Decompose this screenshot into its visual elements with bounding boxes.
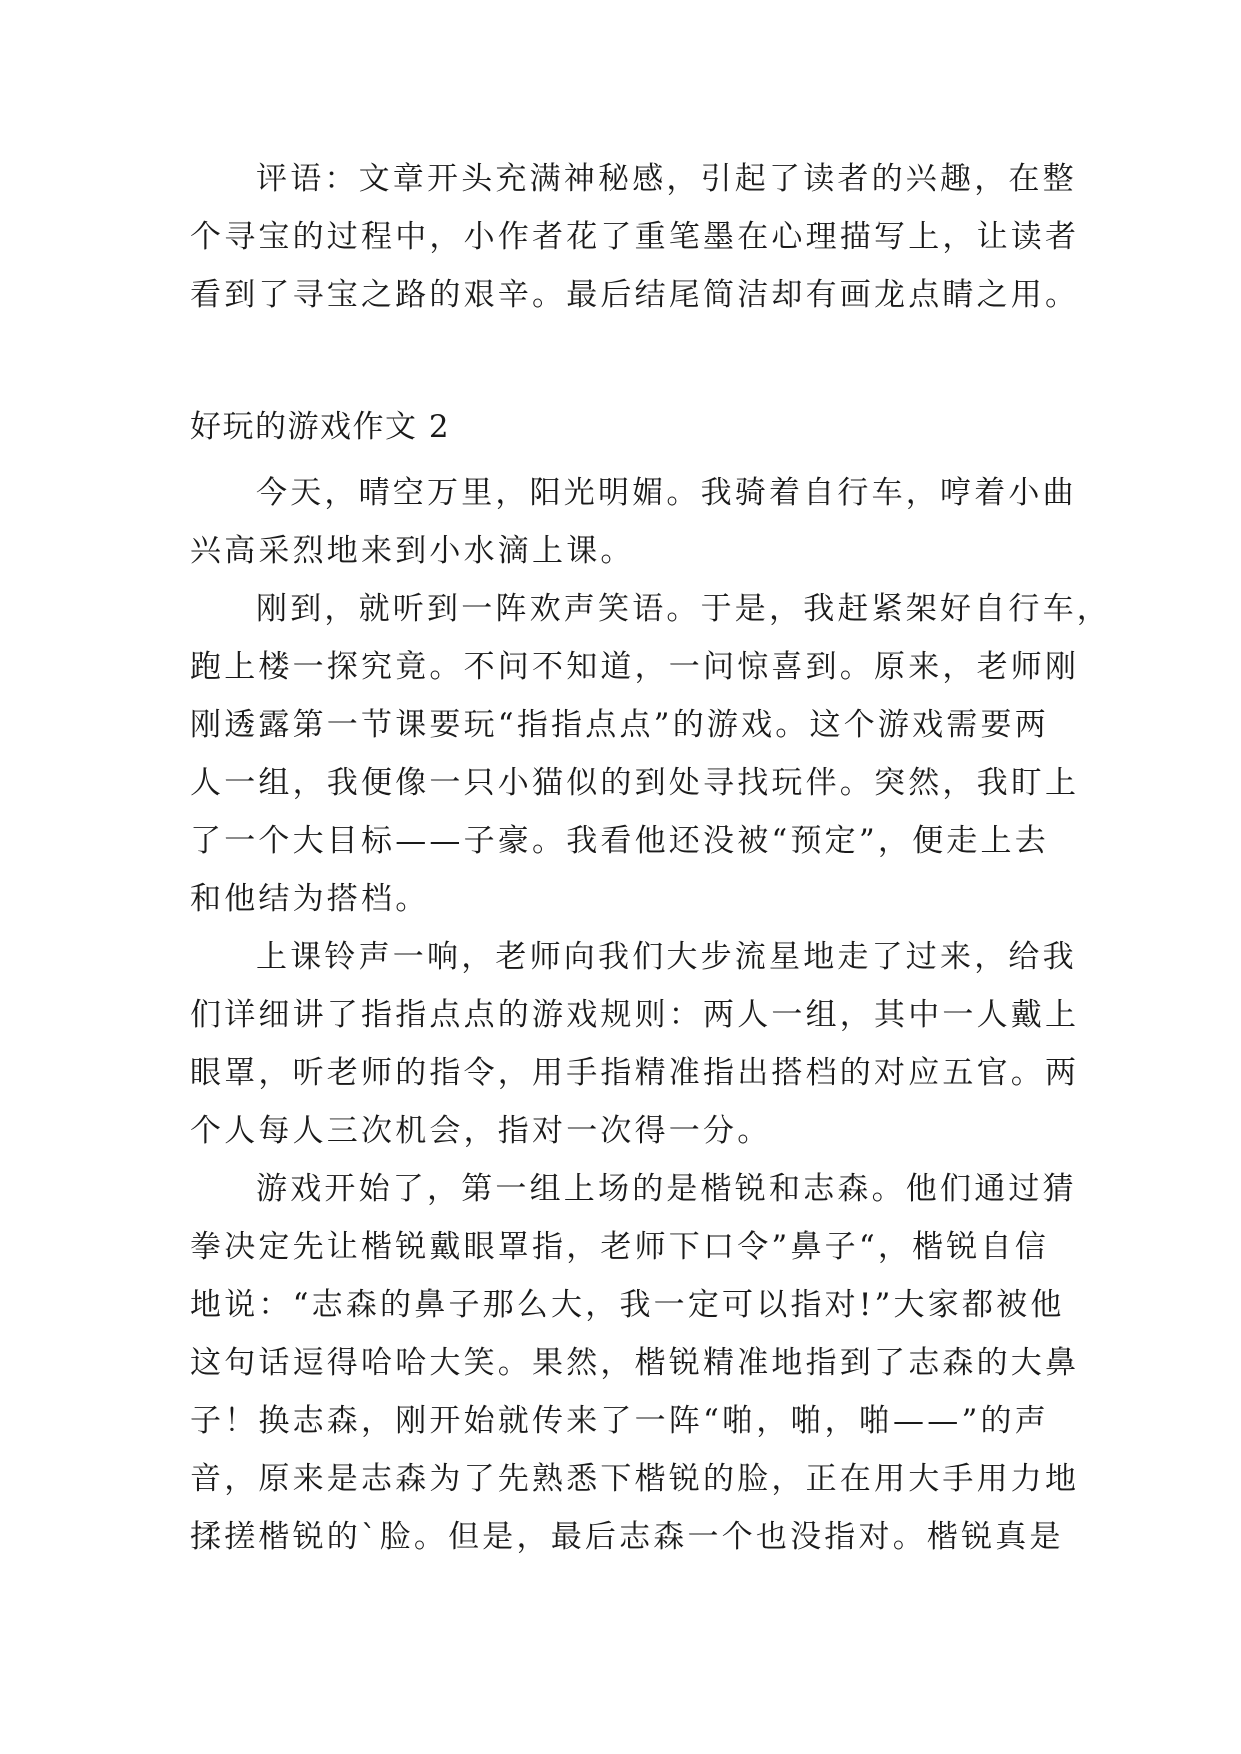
paragraph-line: 这句话逗得哈哈大笑。果然，楷锐精准地指到了志森的大鼻 [190, 1345, 1080, 1381]
paragraph-line: 子！换志森，刚开始就传来了一阵“啪，啪，啪——”的声 [190, 1403, 1049, 1439]
paragraph-line: 眼罩，听老师的指令，用手指精准指出搭档的对应五官。两 [190, 1055, 1080, 1091]
paragraph-line: 上课铃声一响，老师向我们大步流星地走了过来，给我 [256, 939, 1077, 975]
paragraph-line: 今天，晴空万里，阳光明媚。我骑着自行车，哼着小曲 [256, 475, 1077, 511]
paragraph-1 [190, 464, 1077, 580]
essay-title: 好玩的游戏作文 2 [190, 409, 451, 445]
paragraph-line: 个人每人三次机会，指对一次得一分。 [190, 1113, 772, 1149]
paragraph-line: 兴高采烈地来到小水滴上课。 [190, 533, 635, 569]
paragraph-line: 拳决定先让楷锐戴眼罩指，老师下口令”鼻子“，楷锐自信 [190, 1229, 1049, 1265]
comment-line: 看到了寻宝之路的艰辛。最后结尾简洁却有画龙点睛之用。 [190, 277, 1080, 313]
paragraph-line: 人一组，我便像一只小猫似的到处寻找玩伴。突然，我盯上 [190, 765, 1080, 801]
document-page [190, 150, 1111, 1566]
paragraph-line: 跑上楼一探究竟。不问不知道，一问惊喜到。原来，老师刚 [190, 649, 1080, 685]
comment-paragraph [190, 150, 1080, 324]
paragraph-line: 了一个大目标——子豪。我看他还没被“预定”，便走上去 [190, 823, 1049, 859]
paragraph-line: 地说：“志森的鼻子那么大，我一定可以指对!”大家都被他 [190, 1287, 1065, 1323]
paragraph-line: 刚到，就听到一阵欢声笑语。于是，我赶紧架好自行车， [256, 591, 1111, 627]
paragraph-line: 们详细讲了指指点点的游戏规则：两人一组，其中一人戴上 [190, 997, 1080, 1033]
paragraph-line: 揉搓楷锐的`脸。但是，最后志森一个也没指对。楷锐真是 [190, 1519, 1064, 1555]
paragraph-line: 刚透露第一节课要玩“指指点点”的游戏。这个游戏需要两 [190, 707, 1049, 743]
paragraph-line: 音，原来是志森为了先熟悉下楷锐的脸，正在用大手用力地 [190, 1461, 1080, 1497]
paragraph-line: 游戏开始了，第一组上场的是楷锐和志森。他们通过猜 [256, 1171, 1077, 1207]
paragraph-3 [190, 928, 1080, 1160]
comment-line: 评语：文章开头充满神秘感，引起了读者的兴趣，在整 [256, 161, 1077, 197]
paragraph-2 [190, 580, 1111, 928]
comment-line: 个寻宝的过程中，小作者花了重笔墨在心理描写上，让读者 [190, 219, 1080, 255]
paragraph-4 [190, 1160, 1080, 1566]
paragraph-line: 和他结为搭档。 [190, 881, 430, 917]
